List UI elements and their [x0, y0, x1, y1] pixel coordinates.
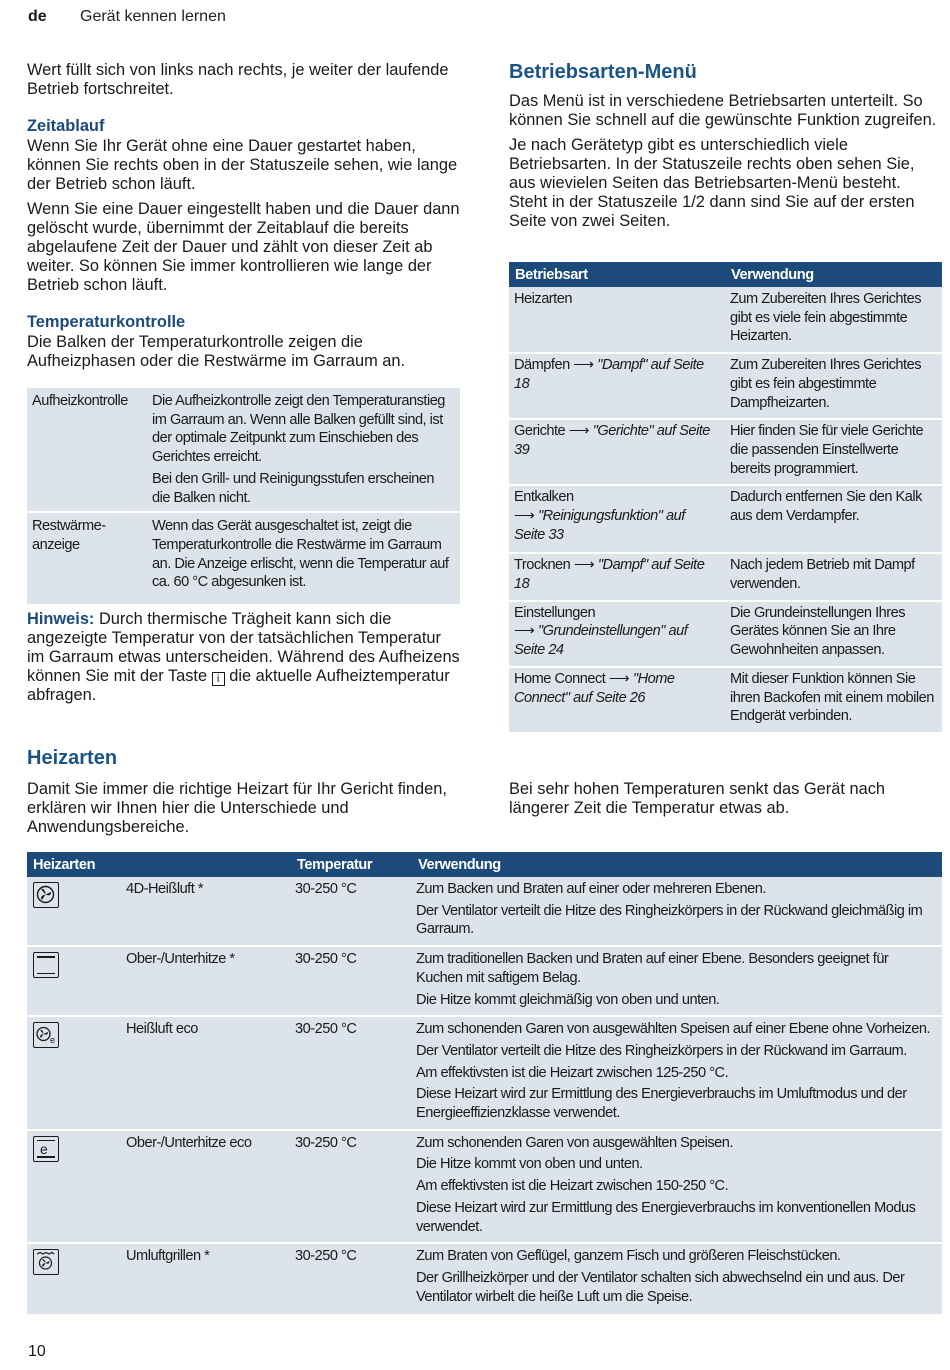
heating-mode-name: Ober-/Unterhitze eco — [122, 1130, 291, 1244]
hint-text-end: die aktuelle Aufheiztemperatur abfragen. — [27, 667, 450, 704]
top-bottom-heat-eco-icon — [33, 1136, 59, 1162]
usage-line: Zum traditionellen Backen und Braten auf einer Ebene. Besonders geeignet für Kuchen mit saftigem Belag. — [416, 951, 889, 986]
hot-air-eco-icon — [33, 1022, 59, 1048]
mode-usage: Nach jedem Betrieb mit Dampf verwenden. — [725, 553, 942, 600]
table-row — [509, 485, 942, 553]
table-row — [27, 1130, 942, 1244]
heating-modes-table — [27, 852, 942, 1314]
table-row — [509, 601, 942, 667]
mode-name: Dämpfen — [514, 357, 570, 374]
table-row — [509, 419, 942, 485]
column-header: Temperatur — [291, 852, 412, 877]
mode-usage: Hier finden Sie für viele Gerichte die passenden Einstellwerte bereits programmiert. — [725, 419, 942, 485]
row-text: Die Aufheizkontrolle zeigt den Temperaturanstieg im Garraum an. Wenn alle Balken gefüllt sind, ist der optimale Zeitpunkt zum Einschieben des Gerichtes erreicht. — [152, 393, 445, 466]
mode-name: Gerichte — [514, 423, 566, 440]
mode-usage: Mit dieser Funktion können Sie ihren Backofen mit einem mobilen Endgerät verbinden. — [725, 667, 942, 732]
usage-line: Diese Heizart wird zur Ermittlung des Energieverbrauchs im konventionellen Modus verwendet. — [416, 1199, 916, 1235]
svg-text:e: e — [40, 1140, 48, 1157]
heating-modes-intro: Damit Sie immer die richtige Heizart für Ihr Gericht finden, erklären wir Ihnen hier die Unterschiede und Anwendungsbereiche. — [27, 780, 447, 836]
heating-mode-temp: 30-250 °C — [291, 946, 412, 1016]
table-row — [27, 877, 942, 946]
mode-reference[interactable]: "Gerichte" auf Seite 39 — [514, 423, 710, 458]
mode-name: Einstellungen — [514, 604, 596, 621]
mode-reference[interactable]: "Dampf" auf Seite 18 — [514, 357, 704, 392]
mode-name: Entkalken — [514, 489, 574, 506]
column-header: Verwendung — [412, 852, 942, 877]
heating-modes-heading: Heizarten — [27, 747, 118, 769]
arrow-icon: ⟶ — [608, 670, 630, 687]
mode-name: Home Connect — [514, 670, 606, 687]
mode-usage: Dadurch entfernen Sie den Kalk aus dem Verdampfer. — [725, 485, 942, 553]
mode-reference[interactable]: "Reinigungsfunktion" auf Seite 33 — [514, 508, 685, 543]
row-text: Wenn das Gerät ausgeschaltet ist, zeigt die Temperaturkontrolle die Restwärme im Garraum an. Die Anzeige erlischt, wenn die Temperatur auf ca. 60 °C abgesunken ist. — [147, 512, 460, 604]
mode-name: Trocknen — [514, 557, 571, 574]
hint-paragraph — [27, 610, 462, 705]
temperature-text: Die Balken der Temperaturkontrolle zeigen die Aufheizphasen oder die Restwärme im Garraum an. — [27, 333, 406, 370]
language-code: de — [28, 8, 47, 25]
heating-mode-name: Umluftgrillen * — [122, 1243, 291, 1314]
zeitablauf-heading: Zeitablauf — [27, 117, 105, 135]
usage-line: Der Ventilator verteilt die Hitze des Ringheizkörpers in der Rückwand im Garraum. — [416, 1042, 907, 1059]
table-row — [27, 512, 460, 604]
operating-modes-heading: Betriebsarten-Menü — [509, 61, 697, 83]
usage-line: Zum schonenden Garen von ausgewählten Speisen. — [416, 1134, 733, 1151]
left-column — [27, 61, 467, 385]
arrow-icon: ⟶ — [514, 623, 535, 640]
heating-mode-name: 4D-Heißluft * — [126, 881, 204, 897]
table-row — [27, 388, 460, 512]
operating-modes-text-1: Das Menü ist in verschiedene Betriebsarten unterteilt. So können Sie schnell auf die gewünschte Funktion zugreifen. — [509, 92, 937, 129]
table-row — [509, 553, 942, 600]
mode-name: Heizarten — [514, 291, 572, 307]
column-header: Verwendung — [725, 262, 942, 287]
usage-line: Die Hitze kommt gleichmäßig von oben und unten. — [416, 991, 720, 1008]
usage-line: Am effektivsten ist die Heizart zwischen 150-250 °C. — [416, 1178, 729, 1195]
column-header: Heizarten — [27, 852, 291, 877]
usage-line: Die Hitze kommt von oben und unten. — [416, 1156, 643, 1173]
table-row — [509, 667, 942, 732]
usage-line: Zum schonenden Garen von ausgewählten Speisen auf einer Ebene ohne Vorheizen. — [416, 1021, 931, 1038]
mode-reference[interactable]: "Home Connect" auf Seite 26 — [514, 670, 675, 706]
mode-reference[interactable]: "Grundeinstellungen" auf Seite 24 — [514, 623, 688, 659]
right-column — [509, 60, 941, 231]
usage-line: Zum Braten von Geflügel, ganzem Fisch und größeren Fleischstücken. — [416, 1248, 841, 1265]
mode-usage: Zum Zubereiten Ihres Gerichtes gibt es fein abgestimmte Dampfheizarten. — [725, 353, 942, 419]
zeitablauf-text-2: Wenn Sie eine Dauer eingestellt haben und die Dauer dann gelöscht wurde, übernimmt der Zeitablauf die bereits abgelaufene Zeit der Dauer und zählt von dieser Zeit ab weiter. So können Sie immer kontrollieren wie lange der Betrieb schon läuft. — [27, 200, 460, 294]
usage-line: Am effektivsten ist die Heizart zwischen 125-250 °C. — [416, 1064, 729, 1081]
circulating-air-grill-icon — [33, 1249, 59, 1275]
table-row — [27, 946, 942, 1016]
usage-line: Der Grillheizkörper und der Ventilator schalten sich abwechselnd ein und aus. Der Ventilator wirbelt die heiße Luft um die Speise. — [416, 1269, 905, 1305]
arrow-icon: ⟶ — [573, 557, 595, 574]
temperature-control-table — [27, 388, 460, 604]
operating-modes-table — [509, 262, 942, 732]
hint-label: Hinweis: — [27, 610, 95, 628]
operating-modes-text-2: Je nach Gerätetyp gibt es unterschiedlich viele Betriebsarten. In der Statuszeile rechts oben sehen Sie, aus wievielen Seiten das Betriebsarten-Menü besteht. Steht in der Statuszeile 1/2 dann sind Sie auf der ersten Seite von zwei Seiten. — [509, 136, 915, 230]
svg-text:e: e — [50, 1035, 56, 1046]
row-label: Restwärme-anzeige — [27, 512, 147, 604]
page-number: 10 — [28, 1343, 46, 1360]
arrow-icon: ⟶ — [568, 423, 590, 440]
intro-text: Wert füllt sich von links nach rechts, je weiter der laufende Betrieb fortschreitet. — [27, 61, 449, 98]
top-bottom-heat-icon — [33, 952, 59, 978]
column-header: Betriebsart — [509, 262, 725, 287]
heating-mode-temp: 30-250 °C — [291, 1016, 412, 1130]
4d-hot-air-icon — [33, 882, 59, 908]
usage-line: Diese Heizart wird zur Ermittlung des Energieverbrauchs im Umluftmodus und der Energieeffizienzklasse verwendet. — [416, 1086, 907, 1122]
temperature-heading: Temperaturkontrolle — [27, 313, 186, 331]
arrow-icon: ⟶ — [514, 508, 535, 525]
info-key-icon: i — [212, 672, 225, 686]
usage-line: Zum Backen und Braten auf einer oder mehreren Ebenen. — [416, 881, 766, 897]
arrow-icon: ⟶ — [573, 357, 594, 374]
heating-modes-note: Bei sehr hohen Temperaturen senkt das Gerät nach längerer Zeit die Temperatur etwas ab. — [509, 780, 885, 817]
zeitablauf-text-1: Wenn Sie Ihr Gerät ohne eine Dauer gestartet haben, können Sie rechts oben in der Statuszeile sehen, wie lange der Betrieb schon läuft. — [27, 137, 458, 193]
row-text: Bei den Grill- und Reinigungsstufen erscheinen die Balken nicht. — [152, 470, 435, 506]
table-row — [509, 353, 942, 419]
mode-reference[interactable]: "Dampf" auf Seite 18 — [514, 557, 705, 593]
section-title: Gerät kennen lernen — [80, 8, 226, 25]
hint-text: Durch thermische Trägheit kann sich die angezeigte Temperatur von der tatsächlichen Temperatur im Garraum etwas unterscheiden. Während des Aufheizens können Sie mit der Taste — [27, 610, 460, 685]
heating-mode-temp: 30-250 °C — [291, 1243, 412, 1314]
heating-mode-temp: 30-250 °C — [295, 881, 357, 897]
table-row — [27, 1243, 942, 1314]
heating-mode-name: Ober-/Unterhitze * — [122, 946, 291, 1016]
heating-mode-temp: 30-250 °C — [291, 1130, 412, 1244]
table-row — [27, 1016, 942, 1130]
mode-usage: Zum Zubereiten Ihres Gerichtes gibt es viele fein abgestimmte Heizarten. — [730, 291, 922, 345]
heating-mode-name: Heißluft eco — [122, 1016, 291, 1130]
mode-usage: Die Grundeinstellungen Ihres Gerätes können Sie an Ihre Gewohnheiten anpassen. — [725, 601, 942, 667]
usage-line: Der Ventilator verteilt die Hitze des Ringheizkörpers in der Rückwand gleichmäßig im Garraum. — [416, 902, 923, 938]
table-row — [509, 287, 942, 353]
row-label: Aufheizkontrolle — [32, 393, 128, 409]
